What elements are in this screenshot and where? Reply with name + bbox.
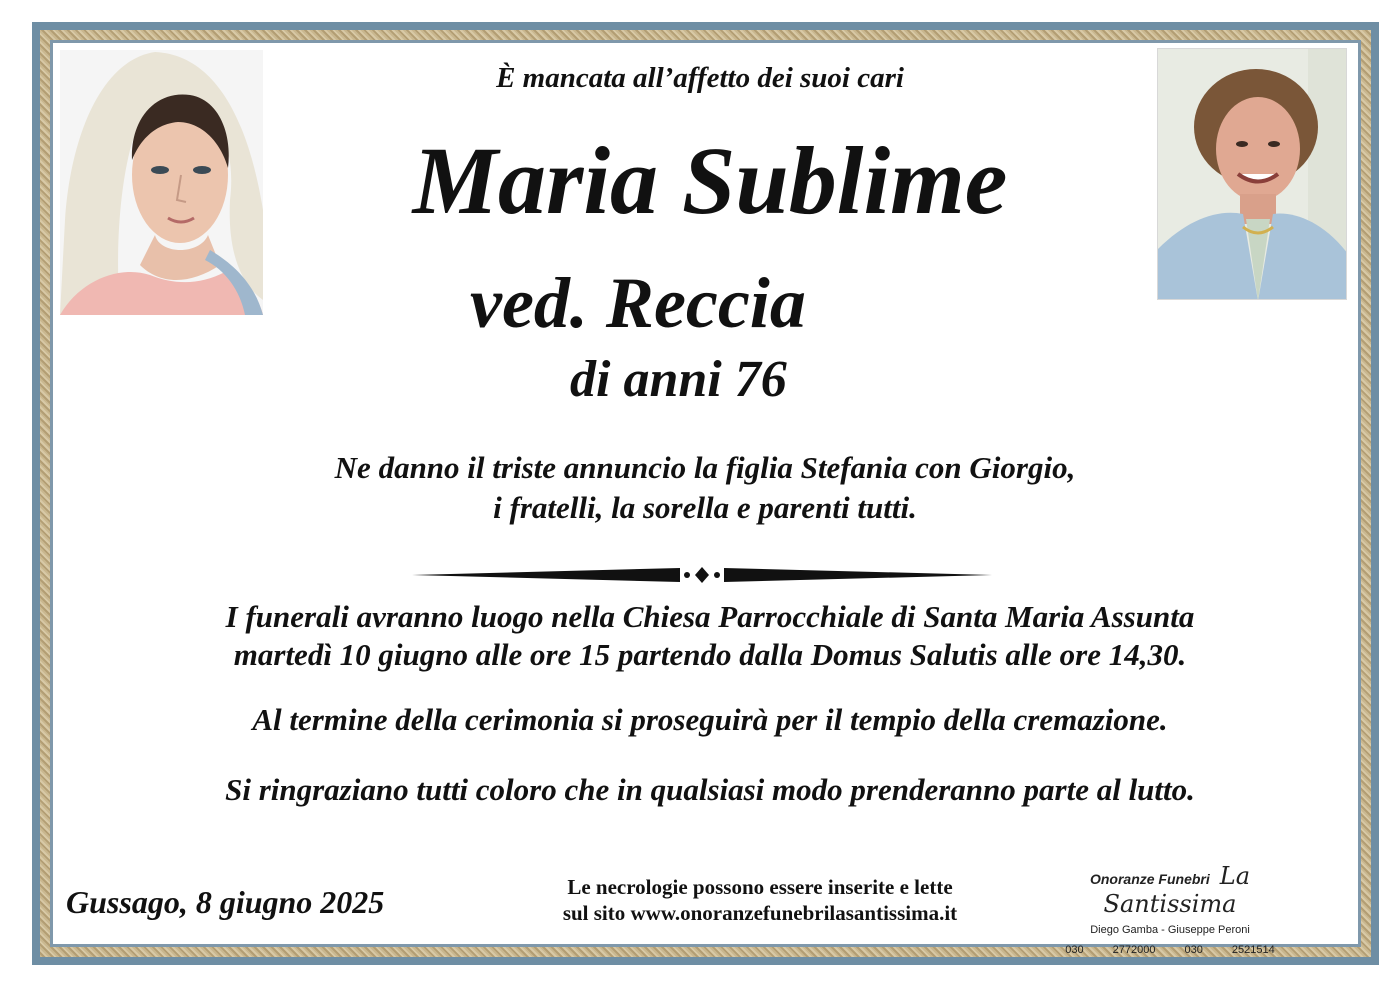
agency-people: Diego Gamba - Giuseppe Peroni	[1090, 924, 1250, 936]
funeral-agency	[1020, 862, 1320, 956]
ornamental-divider	[412, 562, 992, 588]
funeral-line-2: martedì 10 giugno alle ore 15 partendo dalla Domus Salutis alle ore 14,30.	[233, 637, 1187, 672]
agency-name: La Santissima	[1103, 862, 1251, 918]
announcement	[200, 448, 1210, 528]
website-note	[520, 874, 1000, 926]
agency-title	[1020, 862, 1320, 918]
deceased-name: Maria Sublime	[412, 127, 1008, 234]
agency-phones: 030 2772000 030 2521514	[1065, 944, 1275, 956]
website-line-2: sul sito www.onoranzefunebrilasantissima.it	[562, 901, 958, 925]
age-text: di anni 76	[570, 351, 787, 408]
announcement-line-1: Ne danno il triste annuncio la figlia Stefania con Giorgio,	[334, 450, 1076, 485]
place-date: Gussago, 8 giugno 2025	[66, 884, 385, 920]
funeral-line-1: I funerali avranno luogo nella Chiesa Parrocchiale di Santa Maria Assunta	[225, 599, 1195, 634]
announcement-line-2: i fratelli, la sorella e parenti tutti.	[493, 490, 917, 525]
intro-text: È mancata all’affetto dei suoi cari	[496, 62, 904, 94]
deceased-portrait	[1157, 48, 1347, 300]
website-line-1: Le necrologie possono essere inserite e lette	[567, 875, 953, 899]
cremation-text: Al termine della cerimonia si proseguirà per il tempio della cremazione.	[252, 702, 1168, 737]
thanks-text: Si ringraziano tutti coloro che in qualsiasi modo prenderanno parte al lutto.	[225, 772, 1195, 807]
funeral-details	[140, 598, 1280, 674]
agency-label: Onoranze Funebri	[1089, 871, 1210, 887]
married-name: ved. Reccia	[470, 263, 806, 343]
madonna-image	[60, 50, 263, 315]
